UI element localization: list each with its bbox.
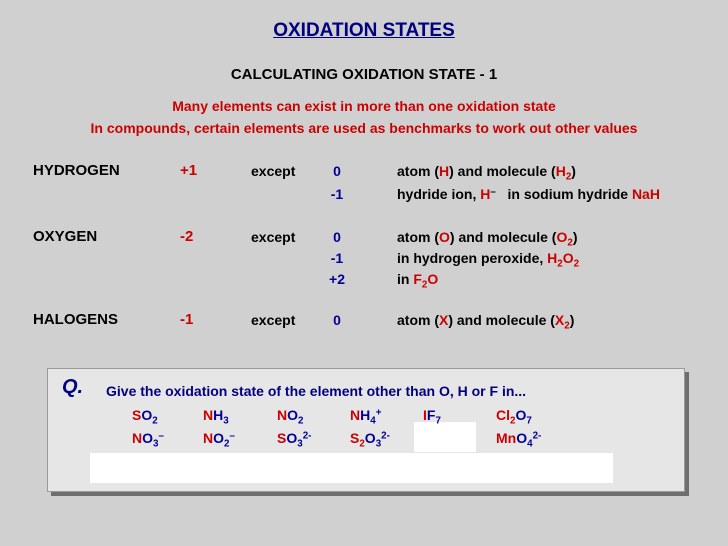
hydrogen-exception-value: 0 <box>333 163 341 179</box>
formula-mno4-2minus: MnO$_4^{2-}$ <box>496 430 542 450</box>
formula-cl2o7: $Cl_2O_7$ <box>496 407 532 427</box>
formula-no2-minus: $NO_2^-$ <box>203 430 235 450</box>
page-title: OXIDATION STATES <box>273 20 455 41</box>
formula-no2: $NO_2$ <box>277 407 304 427</box>
halogens-except: except <box>251 312 296 328</box>
oxygen-exception-value: -1 <box>330 250 344 266</box>
oxygen-exception-value: 0 <box>333 229 341 245</box>
formula-nh3: $NH_3$ <box>203 407 229 427</box>
hydride-note: hydride ion, H– in sodium hydride NaH <box>397 186 660 202</box>
hydrogen-state: +1 <box>180 162 198 179</box>
oxygen-state: -2 <box>180 228 194 245</box>
intro-line-1: Many elements can exist in more than one oxidation state <box>172 98 556 114</box>
question-text: Give the oxidation state of the element other than O, H or F in... <box>106 383 527 399</box>
formula-s2o3-2minus: $S_2O_3^{2-}$ <box>350 430 390 450</box>
oxygen-except: except <box>251 229 296 245</box>
hydrogen-except: except <box>251 163 296 179</box>
hydrogen-atom-molecule-note: atom (H) and molecule $(H_2)$ <box>397 163 576 183</box>
hydrogen-exception-value: -1 <box>330 186 344 202</box>
hydrogen-label: HYDROGEN <box>33 162 120 179</box>
question-label: Q. <box>62 376 84 398</box>
formula-no3-minus: $NO_3^-$ <box>132 430 164 450</box>
formula-if7: $IF_7$ <box>423 407 441 427</box>
answer-mask <box>414 422 476 452</box>
formula-so2: $SO_2$ <box>132 407 158 427</box>
oxygen-label: OXYGEN <box>33 228 98 245</box>
answer-mask <box>90 453 613 483</box>
subtitle: CALCULATING OXIDATION STATE - 1 <box>230 66 498 83</box>
oxygen-atom-molecule-note: atom (O) and molecule $(O_2)$ <box>397 229 578 249</box>
f2o-note: in $F_2O$ <box>397 271 439 291</box>
halogens-state: -1 <box>180 311 194 328</box>
intro-line-2: In compounds, certain elements are used as benchmarks to work out other values <box>90 120 638 136</box>
halogen-atom-molecule-note: atom (X) and molecule $(X_2)$ <box>397 312 575 332</box>
peroxide-note: in hydrogen peroxide, $H_2O_2$ <box>397 250 580 270</box>
halogens-exception-value: 0 <box>333 312 341 328</box>
formula-so3-2minus: $SO_3^{2-}$ <box>277 430 312 450</box>
formula-nh4-plus: $NH_4^+$ <box>350 407 382 427</box>
halogens-label: HALOGENS <box>33 311 119 328</box>
oxygen-exception-value: +2 <box>329 271 345 287</box>
